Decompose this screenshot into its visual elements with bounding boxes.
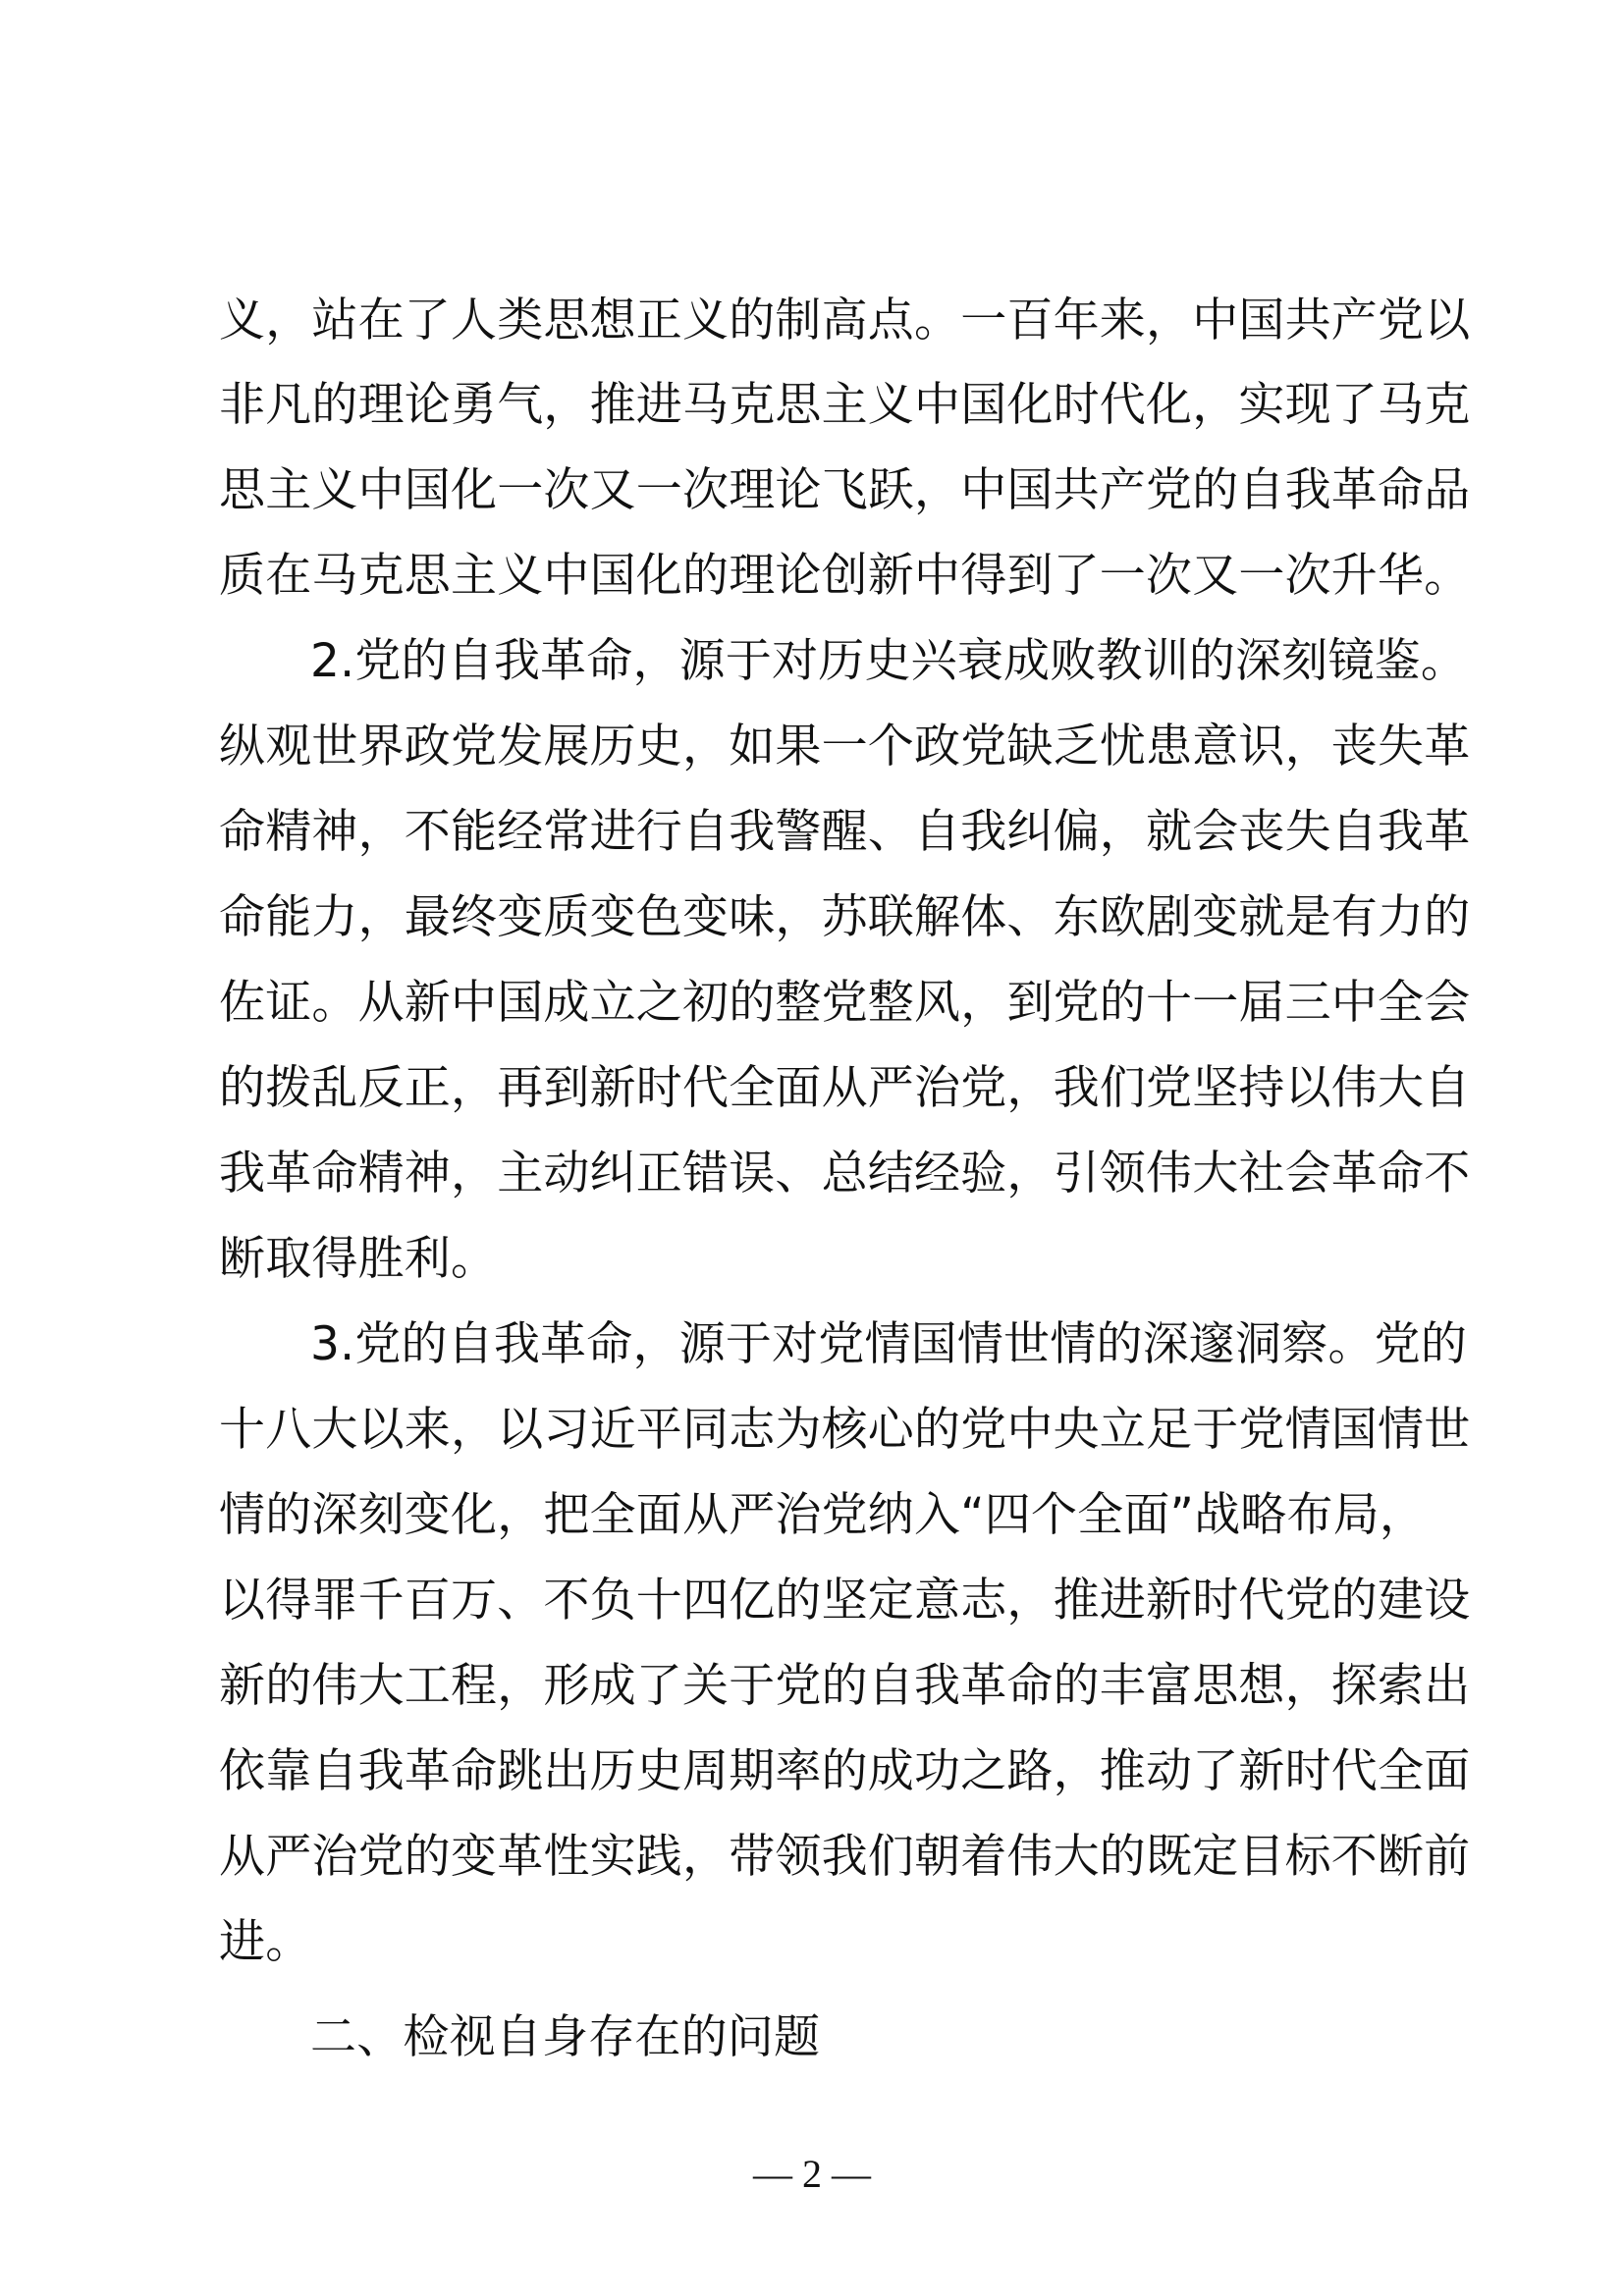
text-line: 依靠自我革命跳出历史周期率的成功之路，推动了新时代全面 [219,1744,1471,1798]
section-heading: 3.党的自我革命，源于对党情国情世情的深邃洞察。党的 [310,1317,1468,1371]
text-line: 命能力，最终变质变色变味，苏联解体、东欧剧变就是有力的 [219,890,1471,944]
text-line: 我革命精神，主动纠正错误、总结经验，引领伟大社会革命不 [219,1147,1471,1201]
text-line: 纵观世界政党发展历史，如果一个政党缺乏忧患意识，丧失革 [219,720,1471,774]
chapter-heading: 二、检视自身存在的问题 [310,2010,821,2064]
text-line: 情的深刻变化，把全面从严治党纳入“四个全面”战略布局， [219,1488,1427,1542]
text-line: 的拨乱反正，再到新时代全面从严治党，我们党坚持以伟大自 [219,1061,1471,1115]
text-line: 质在马克思主义中国化的理论创新中得到了一次又一次升华。 [219,549,1471,603]
page-number: — 2 — [753,2152,871,2196]
text-line: 进。 [219,1915,312,1969]
text-line: 命精神，不能经常进行自我警醒、自我纠偏，就会丧失自我革 [219,805,1471,859]
text-line: 从严治党的变革性实践，带领我们朝着伟大的既定目标不断前 [219,1830,1471,1884]
text-line: 新的伟大工程，形成了关于党的自我革命的丰富思想，探索出 [219,1659,1471,1713]
text-line: 断取得胜利。 [219,1232,498,1286]
text-line: 佐证。从新中国成立之初的整党整风，到党的十一届三中全会 [219,976,1471,1030]
section-heading: 2.党的自我革命，源于对历史兴衰成败教训的深刻镜鉴。 [310,634,1468,688]
text-line: 义，站在了人类思想正义的制高点。一百年来，中国共产党以 [219,294,1471,347]
text-line: 思主义中国化一次又一次理论飞跃，中国共产党的自我革命品 [219,463,1471,517]
text-line: 非凡的理论勇气，推进马克思主义中国化时代化，实现了马克 [219,378,1471,432]
text-line: 十八大以来，以习近平同志为核心的党中央立足于党情国情世 [219,1403,1471,1457]
text-line: 以得罪千百万、不负十四亿的坚定意志，推进新时代党的建设 [219,1574,1471,1628]
